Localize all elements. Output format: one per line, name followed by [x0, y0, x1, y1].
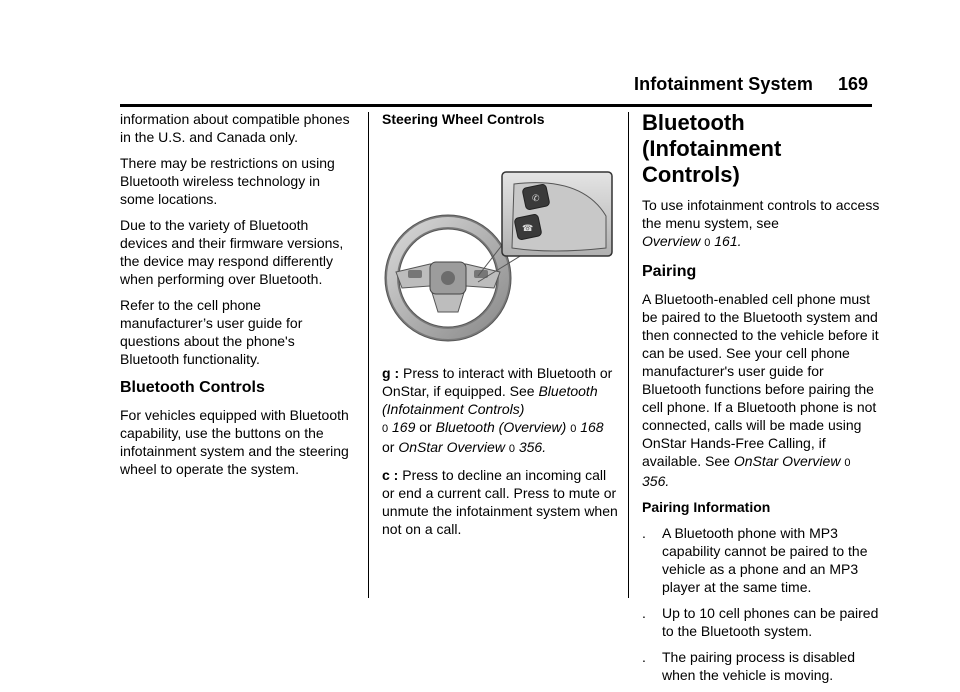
paragraph: information about compatible phones in the U.S. and Canada only.: [120, 111, 350, 145]
bullet-mark: .: [642, 605, 646, 621]
list-item: . The pairing process is disabled when the vehicle is moving.: [642, 649, 855, 683]
paragraph: Due to the variety of Bluetooth devices and their firmware versions, the device may respond differently when performing over Bluetooth.: [120, 217, 344, 287]
xref-bluetooth-overview[interactable]: Bluetooth (Overview): [435, 419, 567, 435]
end-call-button-description: c : Press to decline an incoming call or end a current call. Press to mute or unmute the infotainment system when not on a call.: [382, 467, 618, 537]
paragraph: Refer to the cell phone manufacturer’s user guide for questions about the phone's Bluetooth functionality.: [120, 297, 303, 367]
header-title: Infotainment System: [634, 74, 813, 94]
list-item: . A Bluetooth phone with MP3 capability cannot be paired to the vehicle as a phone and an MP3 player at the same time.: [642, 525, 868, 595]
column-2: [382, 110, 618, 546]
column-3: [642, 110, 880, 692]
paragraph: There may be restrictions on using Bluetooth wireless technology in some locations.: [120, 155, 335, 207]
svg-text:✆: ✆: [532, 193, 540, 203]
page-ref-icon: 0: [508, 443, 515, 455]
steering-wheel-illustration: [382, 136, 618, 354]
xref-onstar-overview[interactable]: OnStar Overview: [398, 439, 505, 455]
svg-text:☎: ☎: [522, 223, 534, 233]
subheading-steering-wheel-controls: Steering Wheel Controls: [382, 111, 545, 127]
column-divider-1: [368, 112, 369, 598]
paragraph: To use infotainment controls to access the menu system, see Overview 0 161.: [642, 197, 880, 249]
paragraph: For vehicles equipped with Bluetooth capability, use the buttons on the infotainment system and the steering wheel to operate the system.: [120, 407, 349, 477]
section-heading-pairing: Pairing: [642, 263, 697, 280]
voice-button-description: g : Press to interact with Bluetooth or OnStar, if equipped. See Bluetooth (Infotainment Controls) 0 169 or Bluetooth (Overview) 0 168 or OnStar Overview 0 356.: [382, 365, 613, 455]
page-number: 169: [838, 74, 869, 94]
subheading-pairing-information: Pairing Information: [642, 499, 771, 515]
column-divider-2: [628, 112, 629, 598]
section-heading-bluetooth-controls: Bluetooth Controls: [120, 379, 265, 396]
xref-bluetooth-infotainment[interactable]: Bluetooth (Infotainment Controls): [382, 383, 598, 417]
page-ref-icon: 0: [844, 457, 851, 469]
bullet-mark: .: [642, 649, 646, 665]
page-ref-icon: 0: [570, 423, 577, 435]
end-call-icon: c: [382, 467, 390, 483]
xref-overview[interactable]: Overview: [642, 233, 701, 249]
page-ref-icon: 0: [704, 237, 711, 249]
list-item: . Up to 10 cell phones can be paired to the Bluetooth system.: [642, 605, 879, 639]
voice-command-icon: g: [382, 365, 391, 381]
header-rule: [120, 104, 872, 107]
section-heading-bluetooth-infotainment: Bluetooth (Infotainment Controls): [642, 110, 782, 187]
paragraph: A Bluetooth-enabled cell phone must be paired to the Bluetooth system and then connected to the vehicle before it can be used. See your cell phone manufacturer's user guide for Bluetooth functions before pairing the cell phone. If a Bluetooth phone is not connected, calls will be made using OnStar Hands-Free Calling, if available. See OnStar Overview 0 356.: [642, 291, 879, 489]
xref-onstar-overview[interactable]: OnStar Overview: [733, 453, 841, 469]
bullet-mark: .: [642, 525, 646, 541]
page-ref-icon: 0: [382, 423, 389, 435]
steering-wheel-image: [382, 136, 618, 354]
column-1: [120, 110, 356, 486]
